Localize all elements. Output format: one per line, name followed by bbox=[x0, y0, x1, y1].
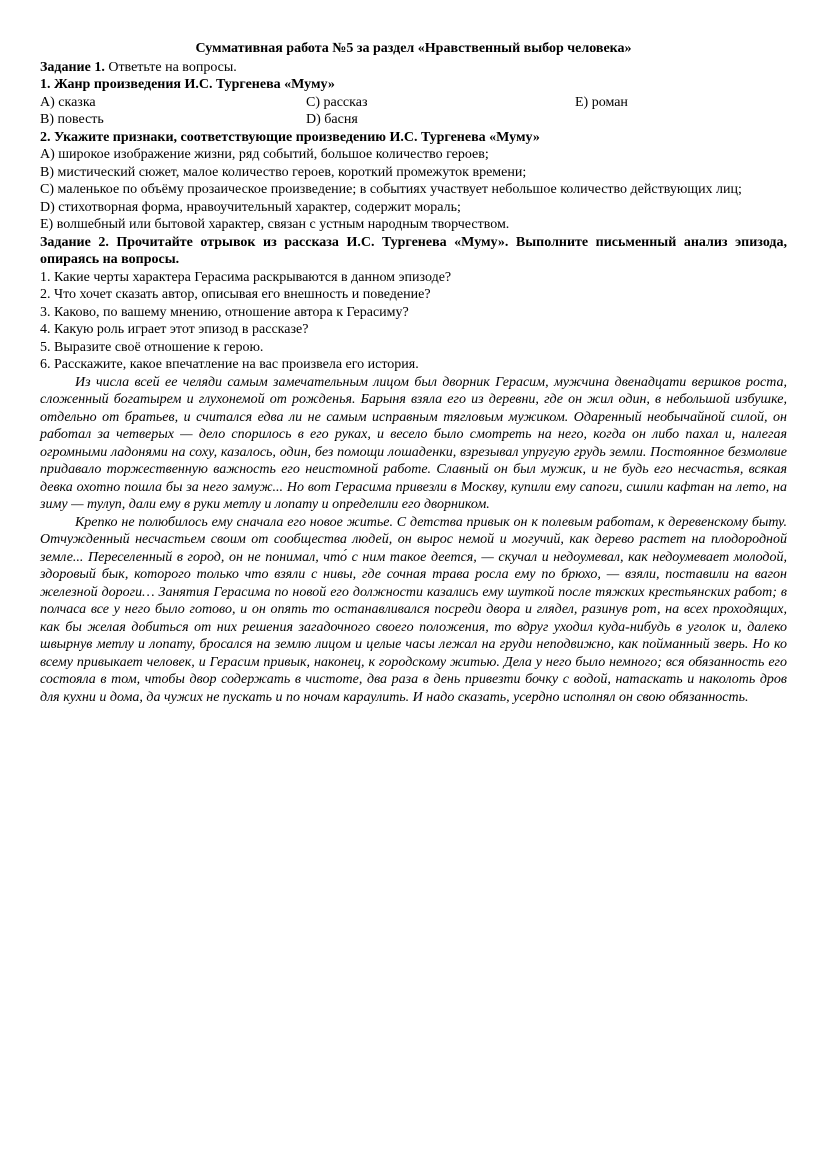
excerpt-paragraph-2: Крепко не полюбилось ему сначала его новое житье. С детства привык он к полевым работам, к деревенскому быту. Отчужденный несчастьем своим от сообщества людей, он вырос немой и могучий, как дерево растет на плодородной земле... Переселенный в город, он не понимал, что́ с ним такое деется, — скучал и недоумевал, как недоумевает молодой, здоровый бык, которого только что взяли с нивы, где сочная трава росла ему по брюхо, — взяли, поставили на вагон железной дороги… Занятия Герасима по новой его должности казались ему шуткой после тяжких крестьянских работ; в полчаса все у него было готово, и он опять то останавливался посреди двора и глядел, разинув рот, на всех проходящих, как бы желая добиться от них решения загадочного своего положения, то вдруг уходил куда-нибудь в уголок и, далеко швырнув метлу и лопату, бросался на землю лицом и целые часы лежал на груди неподвижно, как пойманный зверь. Но ко всему привыкает человек, и Герасим привык, наконец, к городскому житью. Дела у него было немного; вся обязанность его состояла в том, чтобы двор содержать в чистоте, два раза в день привезти бочку с водой, натаскать и наколоть дров для кухни и дома, да чужих не пускать и по ночам караулить. И надо сказать, усердно исполнял он свою обязанность. bbox=[40, 514, 787, 705]
q1-option-b: В) повесть bbox=[40, 112, 104, 127]
task1-instruction: Ответьте на вопросы. bbox=[108, 59, 237, 75]
task2-questions bbox=[40, 269, 787, 374]
q1-option-c: С) рассказ bbox=[306, 94, 368, 110]
task2-question-3: 3. Каково, по вашему мнению, отношение автора к Герасиму? bbox=[40, 304, 409, 320]
q2-option-c: С) маленькое по объёму прозаическое произведение; в событиях участвует небольшое количество действующих лиц; bbox=[40, 182, 742, 197]
task2-question-1: 1. Какие черты характера Герасима раскрываются в данном эпизоде? bbox=[40, 269, 452, 285]
q1-option-d: D) басня bbox=[306, 112, 358, 127]
task2-heading: Задание 2. Прочитайте отрывок из рассказа И.С. Тургенева «Муму». Выполните письменный анализ эпизода, опираясь на вопросы. bbox=[40, 234, 787, 267]
question1-options-row2 bbox=[40, 111, 787, 129]
q1-option-empty bbox=[575, 111, 787, 129]
task2-question-6: 6. Расскажите, какое впечатление на вас произвела его история. bbox=[40, 357, 419, 372]
q1-option-e: Е) роман bbox=[575, 94, 628, 110]
excerpt-paragraph-1: Из числа всей ее челяди самым замечательным лицом был дворник Герасим, мужчина двенадцати вершков роста, сложенный богатырем и глухонемой от рожденья. Барыня взяла его из деревни, где он жил один, в небольшой избушке, отдельно от братьев, и считался едва ли не самым исправным тягловым мужиком. Одаренный необычайной силой, он работал за четверых — дело спорилось в его руках, и весело было смотреть на него, когда он либо пахал и, налегая огромными ладонями на соху, казалось, один, без помощи лошаденки, взрезывал упругую грудь земли. Постоянное безмолвие придавало торжественную важность его неистомной работе. Славный он был мужик, и не будь его несчастья, всякая девка охотно пошла бы за него замуж... Но вот Герасима привезли в Москву, купили ему сапоги, сшили кафтан на лето, на зиму — тулуп, дали ему в руки метлу и лопату и определили его дворником. bbox=[40, 374, 787, 512]
task2-question-2: 2. Что хочет сказать автор, описывая его внешность и поведение? bbox=[40, 287, 431, 302]
q2-option-d: D) стихотворная форма, нравоучительный характер, содержит мораль; bbox=[40, 199, 461, 215]
task2-question-4: 4. Какую роль играет этот эпизод в рассказе? bbox=[40, 322, 309, 337]
question2-title: 2. Укажите признаки, соответствующие произведению И.С. Тургенева «Муму» bbox=[40, 129, 540, 145]
question1-options-row1 bbox=[40, 94, 787, 112]
task1-label: Задание 1. bbox=[40, 59, 105, 75]
q2-option-a: А) широкое изображение жизни, ряд событий, большое количество героев; bbox=[40, 147, 489, 162]
q1-option-a: А) сказка bbox=[40, 94, 96, 110]
task2-question-5: 5. Выразите своё отношение к герою. bbox=[40, 339, 264, 355]
q2-option-e: Е) волшебный или бытовой характер, связан с устным народным творчеством. bbox=[40, 217, 510, 232]
document-title: Суммативная работа №5 за раздел «Нравственный выбор человека» bbox=[195, 41, 632, 56]
question1-title: 1. Жанр произведения И.С. Тургенева «Муму» bbox=[40, 77, 335, 92]
q2-option-b: В) мистический сюжет, малое количество героев, короткий промежуток времени; bbox=[40, 164, 527, 180]
task1-line bbox=[40, 59, 787, 77]
